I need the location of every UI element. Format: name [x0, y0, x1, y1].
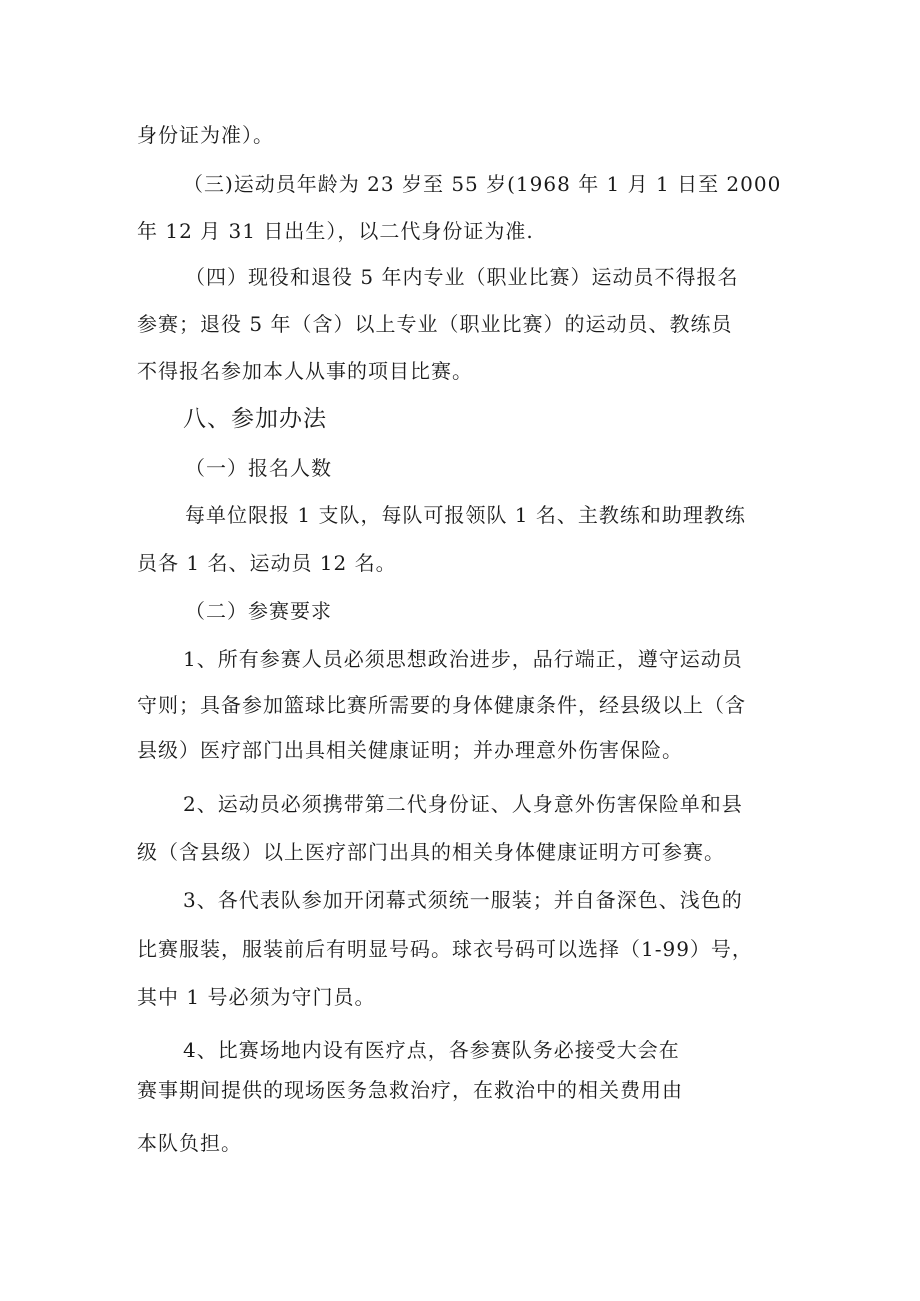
paragraph-line: 3、各代表队参加开闭幕式须统一服装；并自备深色、浅色的 [183, 888, 743, 912]
paragraph-line: 本队负担。 [137, 1131, 242, 1155]
section-heading: 八、参加办法 [183, 406, 327, 432]
paragraph-line: 每单位限报 1 支队，每队可报领队 1 名、主教练和助理教练 [185, 503, 746, 527]
paragraph-line: （四）现役和退役 5 年内专业（职业比赛）运动员不得报名 [185, 265, 739, 289]
paragraph-line: 比赛服装，服装前后有明显号码。球衣号码可以选择（1-99）号， [137, 937, 753, 961]
paragraph-line: 级（含县级）以上医疗部门出具的相关身体健康证明方可参赛。 [137, 840, 725, 864]
paragraph-line: 4、比赛场地内设有医疗点，各参赛队务必接受大会在 [183, 1038, 680, 1062]
paragraph-line: 不得报名参加本人从事的项目比赛。 [137, 359, 473, 383]
paragraph-line: 1、所有参赛人员必须思想政治进步，品行端正，遵守运动员 [183, 647, 743, 671]
subsection-heading: （一）报名人数 [185, 456, 332, 480]
paragraph-line: 赛事期间提供的现场医务急救治疗，在救治中的相关费用由 [137, 1078, 683, 1102]
paragraph-line: 2、运动员必须携带第二代身份证、人身意外伤害保险单和县 [183, 792, 743, 816]
paragraph-line: 身份证为准）。 [137, 123, 274, 147]
paragraph-line: 参赛；退役 5 年（含）以上专业（职业比赛）的运动员、教练员 [137, 312, 733, 336]
paragraph-line: （三)运动员年龄为 23 岁至 55 岁(1968 年 1 月 1 日至 2000 [183, 172, 782, 196]
paragraph-line: 守则；具备参加篮球比赛所需要的身体健康条件，经县级以上（含 [137, 693, 746, 717]
subsection-heading: （二）参赛要求 [185, 599, 332, 623]
paragraph-line: 年 12 月 31 日出生），以二代身份证为准. [137, 219, 534, 243]
paragraph-line: 其中 1 号必须为守门员。 [137, 985, 376, 1009]
paragraph-line: 员各 1 名、运动员 12 名。 [137, 551, 397, 575]
paragraph-line: 县级）医疗部门出具相关健康证明；并办理意外伤害保险。 [137, 738, 683, 762]
